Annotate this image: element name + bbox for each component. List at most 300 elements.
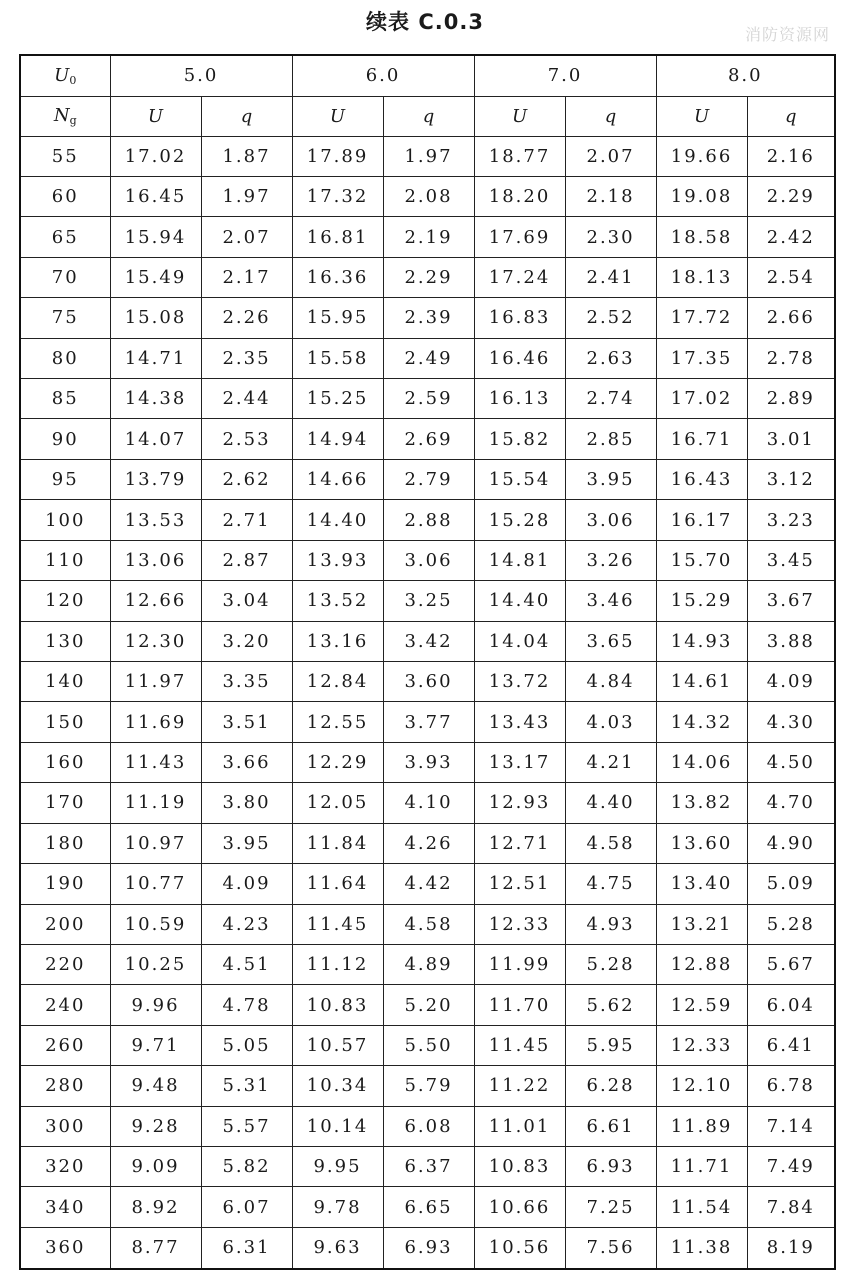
data-table <box>19 54 836 1270</box>
q-value-cell: 3.20 <box>201 621 292 661</box>
q-value-cell: 2.71 <box>201 500 292 540</box>
q-value-cell: 2.44 <box>201 379 292 419</box>
q-value-cell: 2.69 <box>383 419 474 459</box>
q-value-cell: 3.12 <box>747 459 835 499</box>
table-row <box>20 298 835 338</box>
u-value-cell: 12.29 <box>292 742 383 782</box>
ng-cell: 75 <box>20 298 110 338</box>
u-value-cell: 14.93 <box>656 621 747 661</box>
u-value-cell: 14.38 <box>110 379 201 419</box>
u-value-cell: 11.84 <box>292 823 383 863</box>
q-value-cell: 5.62 <box>565 985 656 1025</box>
q-value-cell: 6.65 <box>383 1187 474 1227</box>
q-value-cell: 6.78 <box>747 1066 835 1106</box>
ng-cell: 160 <box>20 742 110 782</box>
q-value-cell: 4.10 <box>383 783 474 823</box>
u-value-cell: 10.77 <box>110 864 201 904</box>
ng-cell: 360 <box>20 1227 110 1269</box>
q-value-cell: 4.84 <box>565 661 656 701</box>
ng-cell: 280 <box>20 1066 110 1106</box>
table-row <box>20 581 835 621</box>
q-value-cell: 5.20 <box>383 985 474 1025</box>
q-value-cell: 4.09 <box>201 864 292 904</box>
u-value-cell: 11.54 <box>656 1187 747 1227</box>
q-value-cell: 3.26 <box>565 540 656 580</box>
q-value-cell: 7.25 <box>565 1187 656 1227</box>
u-value-cell: 16.83 <box>474 298 565 338</box>
q-value-cell: 4.42 <box>383 864 474 904</box>
ng-cell: 95 <box>20 459 110 499</box>
u-value-cell: 14.04 <box>474 621 565 661</box>
ng-cell: 200 <box>20 904 110 944</box>
q-value-cell: 3.67 <box>747 581 835 621</box>
q-value-cell: 4.03 <box>565 702 656 742</box>
u-value-cell: 10.83 <box>474 1147 565 1187</box>
u-value-cell: 11.22 <box>474 1066 565 1106</box>
q-value-cell: 6.28 <box>565 1066 656 1106</box>
q-value-cell: 5.82 <box>201 1147 292 1187</box>
u0-header-cell <box>20 55 110 96</box>
q-value-cell: 2.89 <box>747 379 835 419</box>
q-value-cell: 3.93 <box>383 742 474 782</box>
u-value-cell: 9.71 <box>110 1025 201 1065</box>
q-value-cell: 5.05 <box>201 1025 292 1065</box>
ng-cell: 70 <box>20 257 110 297</box>
q-value-cell: 3.06 <box>565 500 656 540</box>
q-value-cell: 3.42 <box>383 621 474 661</box>
q-value-cell: 1.97 <box>383 136 474 176</box>
q-value-cell: 2.63 <box>565 338 656 378</box>
q-value-cell: 5.57 <box>201 1106 292 1146</box>
u-value-cell: 14.81 <box>474 540 565 580</box>
u-value-cell: 12.33 <box>474 904 565 944</box>
table-row <box>20 419 835 459</box>
u0-value-header: 5.0 <box>110 55 292 96</box>
q-value-cell: 2.41 <box>565 257 656 297</box>
u-value-cell: 12.33 <box>656 1025 747 1065</box>
u-value-cell: 11.89 <box>656 1106 747 1146</box>
ng-header-cell <box>20 96 110 136</box>
u-value-cell: 9.78 <box>292 1187 383 1227</box>
u-value-cell: 12.51 <box>474 864 565 904</box>
u-value-cell: 18.58 <box>656 217 747 257</box>
u-value-cell: 15.82 <box>474 419 565 459</box>
u-value-cell: 11.19 <box>110 783 201 823</box>
q-value-cell: 3.45 <box>747 540 835 580</box>
u-value-cell: 15.94 <box>110 217 201 257</box>
table-row <box>20 338 835 378</box>
u-value-cell: 16.36 <box>292 257 383 297</box>
u-value-cell: 11.45 <box>474 1025 565 1065</box>
u-value-cell: 10.34 <box>292 1066 383 1106</box>
q-value-cell: 2.54 <box>747 257 835 297</box>
q-value-cell: 3.06 <box>383 540 474 580</box>
ng-cell: 60 <box>20 176 110 216</box>
q-value-cell: 2.16 <box>747 136 835 176</box>
u-value-cell: 11.69 <box>110 702 201 742</box>
table-row <box>20 176 835 216</box>
u-value-cell: 10.97 <box>110 823 201 863</box>
q-value-cell: 6.93 <box>565 1147 656 1187</box>
q-value-cell: 3.23 <box>747 500 835 540</box>
u-value-cell: 14.32 <box>656 702 747 742</box>
q-value-cell: 3.04 <box>201 581 292 621</box>
watermark: 消防资源网 <box>744 25 830 44</box>
q-value-cell: 8.19 <box>747 1227 835 1269</box>
u-value-cell: 13.53 <box>110 500 201 540</box>
u-value-cell: 11.12 <box>292 944 383 984</box>
u-value-cell: 13.60 <box>656 823 747 863</box>
table-row <box>20 1187 835 1227</box>
table-row <box>20 1147 835 1187</box>
u-value-cell: 18.77 <box>474 136 565 176</box>
q-value-cell: 2.26 <box>201 298 292 338</box>
q-value-cell: 4.30 <box>747 702 835 742</box>
header-row-columns <box>20 96 835 136</box>
u-value-cell: 11.70 <box>474 985 565 1025</box>
q-value-cell: 4.50 <box>747 742 835 782</box>
table-row <box>20 1025 835 1065</box>
table-row <box>20 823 835 863</box>
q-value-cell: 4.40 <box>565 783 656 823</box>
table-row <box>20 136 835 176</box>
u-value-cell: 15.49 <box>110 257 201 297</box>
column-header-u: U <box>656 96 747 136</box>
ng-cell: 220 <box>20 944 110 984</box>
u-value-cell: 14.06 <box>656 742 747 782</box>
table-row <box>20 944 835 984</box>
q-value-cell: 2.42 <box>747 217 835 257</box>
u-value-cell: 13.40 <box>656 864 747 904</box>
u-value-cell: 9.96 <box>110 985 201 1025</box>
q-value-cell: 7.56 <box>565 1227 656 1269</box>
column-header-u: U <box>292 96 383 136</box>
ng-cell: 300 <box>20 1106 110 1146</box>
u-value-cell: 12.05 <box>292 783 383 823</box>
q-value-cell: 3.95 <box>565 459 656 499</box>
u-value-cell: 8.77 <box>110 1227 201 1269</box>
q-value-cell: 3.25 <box>383 581 474 621</box>
ng-cell: 140 <box>20 661 110 701</box>
q-value-cell: 4.93 <box>565 904 656 944</box>
q-value-cell: 5.50 <box>383 1025 474 1065</box>
table-row <box>20 621 835 661</box>
table-row <box>20 459 835 499</box>
q-value-cell: 3.65 <box>565 621 656 661</box>
u-value-cell: 12.93 <box>474 783 565 823</box>
u-value-cell: 9.28 <box>110 1106 201 1146</box>
ng-cell: 90 <box>20 419 110 459</box>
q-value-cell: 2.52 <box>565 298 656 338</box>
u-value-cell: 14.61 <box>656 661 747 701</box>
q-value-cell: 2.18 <box>565 176 656 216</box>
u-value-cell: 13.79 <box>110 459 201 499</box>
u-value-cell: 16.17 <box>656 500 747 540</box>
ng-cell: 180 <box>20 823 110 863</box>
u-value-cell: 11.01 <box>474 1106 565 1146</box>
ng-cell: 110 <box>20 540 110 580</box>
u-value-cell: 11.64 <box>292 864 383 904</box>
u-value-cell: 10.56 <box>474 1227 565 1269</box>
q-value-cell: 7.49 <box>747 1147 835 1187</box>
q-value-cell: 2.88 <box>383 500 474 540</box>
q-value-cell: 2.85 <box>565 419 656 459</box>
column-header-q: q <box>383 96 474 136</box>
u-value-cell: 17.32 <box>292 176 383 216</box>
u-value-cell: 11.45 <box>292 904 383 944</box>
u-value-cell: 15.29 <box>656 581 747 621</box>
u-value-cell: 12.71 <box>474 823 565 863</box>
table-body <box>20 136 835 1269</box>
q-value-cell: 4.58 <box>565 823 656 863</box>
ng-cell: 130 <box>20 621 110 661</box>
column-header-q: q <box>201 96 292 136</box>
u-value-cell: 17.02 <box>110 136 201 176</box>
u-value-cell: 10.83 <box>292 985 383 1025</box>
q-value-cell: 3.01 <box>747 419 835 459</box>
table-row <box>20 904 835 944</box>
q-value-cell: 3.80 <box>201 783 292 823</box>
u-value-cell: 17.35 <box>656 338 747 378</box>
q-value-cell: 2.49 <box>383 338 474 378</box>
u-value-cell: 15.25 <box>292 379 383 419</box>
column-header-q: q <box>565 96 656 136</box>
q-value-cell: 2.79 <box>383 459 474 499</box>
u-value-cell: 10.14 <box>292 1106 383 1146</box>
table-row <box>20 985 835 1025</box>
u-value-cell: 13.93 <box>292 540 383 580</box>
table-row <box>20 257 835 297</box>
u-value-cell: 14.71 <box>110 338 201 378</box>
u-value-cell: 17.69 <box>474 217 565 257</box>
q-value-cell: 6.41 <box>747 1025 835 1065</box>
ng-cell: 340 <box>20 1187 110 1227</box>
table-row <box>20 540 835 580</box>
q-value-cell: 3.95 <box>201 823 292 863</box>
u-value-cell: 9.95 <box>292 1147 383 1187</box>
table-row <box>20 742 835 782</box>
u-value-cell: 17.72 <box>656 298 747 338</box>
q-value-cell: 2.19 <box>383 217 474 257</box>
ng-cell: 240 <box>20 985 110 1025</box>
table-row <box>20 783 835 823</box>
ng-cell: 55 <box>20 136 110 176</box>
u-value-cell: 13.52 <box>292 581 383 621</box>
q-value-cell: 5.79 <box>383 1066 474 1106</box>
ng-subscript: g <box>69 114 77 127</box>
q-value-cell: 2.66 <box>747 298 835 338</box>
u-value-cell: 10.59 <box>110 904 201 944</box>
u-value-cell: 18.20 <box>474 176 565 216</box>
u-value-cell: 10.66 <box>474 1187 565 1227</box>
u-value-cell: 15.58 <box>292 338 383 378</box>
q-value-cell: 6.93 <box>383 1227 474 1269</box>
u-value-cell: 19.08 <box>656 176 747 216</box>
ng-cell: 65 <box>20 217 110 257</box>
q-value-cell: 1.87 <box>201 136 292 176</box>
ng-symbol: N <box>53 105 70 126</box>
q-value-cell: 7.84 <box>747 1187 835 1227</box>
q-value-cell: 3.66 <box>201 742 292 782</box>
u-value-cell: 17.24 <box>474 257 565 297</box>
q-value-cell: 2.07 <box>565 136 656 176</box>
u-value-cell: 13.82 <box>656 783 747 823</box>
u-value-cell: 11.97 <box>110 661 201 701</box>
q-value-cell: 7.14 <box>747 1106 835 1146</box>
u-value-cell: 15.54 <box>474 459 565 499</box>
table-title: 续表 C.0.3 <box>366 10 484 34</box>
u0-symbol: U <box>54 64 70 86</box>
table-row <box>20 500 835 540</box>
u-value-cell: 16.81 <box>292 217 383 257</box>
q-value-cell: 2.29 <box>747 176 835 216</box>
u-value-cell: 16.43 <box>656 459 747 499</box>
q-value-cell: 4.09 <box>747 661 835 701</box>
q-value-cell: 5.28 <box>565 944 656 984</box>
u-value-cell: 13.17 <box>474 742 565 782</box>
q-value-cell: 2.39 <box>383 298 474 338</box>
table-row <box>20 1227 835 1269</box>
table-row <box>20 1106 835 1146</box>
q-value-cell: 6.08 <box>383 1106 474 1146</box>
u0-value-header: 8.0 <box>656 55 835 96</box>
u-value-cell: 10.57 <box>292 1025 383 1065</box>
u-value-cell: 14.07 <box>110 419 201 459</box>
q-value-cell: 4.51 <box>201 944 292 984</box>
u-value-cell: 19.66 <box>656 136 747 176</box>
u-value-cell: 11.43 <box>110 742 201 782</box>
q-value-cell: 6.31 <box>201 1227 292 1269</box>
q-value-cell: 2.62 <box>201 459 292 499</box>
q-value-cell: 1.97 <box>201 176 292 216</box>
ng-cell: 100 <box>20 500 110 540</box>
u-value-cell: 14.66 <box>292 459 383 499</box>
q-value-cell: 4.26 <box>383 823 474 863</box>
q-value-cell: 2.07 <box>201 217 292 257</box>
ng-cell: 80 <box>20 338 110 378</box>
u0-value-header: 7.0 <box>474 55 656 96</box>
q-value-cell: 4.89 <box>383 944 474 984</box>
q-value-cell: 2.08 <box>383 176 474 216</box>
u-value-cell: 10.25 <box>110 944 201 984</box>
q-value-cell: 6.37 <box>383 1147 474 1187</box>
u-value-cell: 18.13 <box>656 257 747 297</box>
q-value-cell: 5.31 <box>201 1066 292 1106</box>
u-value-cell: 15.08 <box>110 298 201 338</box>
q-value-cell: 2.17 <box>201 257 292 297</box>
u0-subscript: 0 <box>69 73 77 87</box>
q-value-cell: 4.75 <box>565 864 656 904</box>
q-value-cell: 2.30 <box>565 217 656 257</box>
u-value-cell: 14.40 <box>292 500 383 540</box>
u-value-cell: 9.09 <box>110 1147 201 1187</box>
u-value-cell: 11.71 <box>656 1147 747 1187</box>
q-value-cell: 2.35 <box>201 338 292 378</box>
u-value-cell: 9.63 <box>292 1227 383 1269</box>
u-value-cell: 12.10 <box>656 1066 747 1106</box>
column-header-u: U <box>110 96 201 136</box>
q-value-cell: 2.29 <box>383 257 474 297</box>
column-header-q: q <box>747 96 835 136</box>
q-value-cell: 5.28 <box>747 904 835 944</box>
u-value-cell: 15.95 <box>292 298 383 338</box>
q-value-cell: 3.46 <box>565 581 656 621</box>
header-row-u0 <box>20 55 835 96</box>
u-value-cell: 11.38 <box>656 1227 747 1269</box>
u-value-cell: 12.59 <box>656 985 747 1025</box>
q-value-cell: 2.78 <box>747 338 835 378</box>
u-value-cell: 12.55 <box>292 702 383 742</box>
table-row <box>20 379 835 419</box>
u-value-cell: 13.72 <box>474 661 565 701</box>
q-value-cell: 3.77 <box>383 702 474 742</box>
q-value-cell: 2.74 <box>565 379 656 419</box>
ng-cell: 320 <box>20 1147 110 1187</box>
u-value-cell: 15.28 <box>474 500 565 540</box>
q-value-cell: 5.95 <box>565 1025 656 1065</box>
q-value-cell: 2.53 <box>201 419 292 459</box>
q-value-cell: 4.78 <box>201 985 292 1025</box>
q-value-cell: 4.70 <box>747 783 835 823</box>
u-value-cell: 16.71 <box>656 419 747 459</box>
ng-cell: 170 <box>20 783 110 823</box>
u-value-cell: 17.02 <box>656 379 747 419</box>
table-row <box>20 1066 835 1106</box>
u-value-cell: 12.84 <box>292 661 383 701</box>
u-value-cell: 14.94 <box>292 419 383 459</box>
u-value-cell: 16.13 <box>474 379 565 419</box>
column-header-u: U <box>474 96 565 136</box>
u-value-cell: 16.45 <box>110 176 201 216</box>
u-value-cell: 17.89 <box>292 136 383 176</box>
q-value-cell: 4.21 <box>565 742 656 782</box>
ng-cell: 150 <box>20 702 110 742</box>
table-row <box>20 702 835 742</box>
table-row <box>20 217 835 257</box>
u-value-cell: 15.70 <box>656 540 747 580</box>
q-value-cell: 4.90 <box>747 823 835 863</box>
u-value-cell: 11.99 <box>474 944 565 984</box>
u-value-cell: 13.21 <box>656 904 747 944</box>
q-value-cell: 2.87 <box>201 540 292 580</box>
ng-cell: 120 <box>20 581 110 621</box>
q-value-cell: 6.61 <box>565 1106 656 1146</box>
ng-cell: 85 <box>20 379 110 419</box>
q-value-cell: 3.35 <box>201 661 292 701</box>
u-value-cell: 8.92 <box>110 1187 201 1227</box>
u-value-cell: 12.66 <box>110 581 201 621</box>
ng-cell: 260 <box>20 1025 110 1065</box>
u-value-cell: 13.06 <box>110 540 201 580</box>
u-value-cell: 13.43 <box>474 702 565 742</box>
u-value-cell: 14.40 <box>474 581 565 621</box>
ng-cell: 190 <box>20 864 110 904</box>
q-value-cell: 5.67 <box>747 944 835 984</box>
q-value-cell: 3.51 <box>201 702 292 742</box>
q-value-cell: 6.07 <box>201 1187 292 1227</box>
q-value-cell: 6.04 <box>747 985 835 1025</box>
q-value-cell: 3.60 <box>383 661 474 701</box>
q-value-cell: 3.88 <box>747 621 835 661</box>
table-row <box>20 864 835 904</box>
u-value-cell: 12.88 <box>656 944 747 984</box>
q-value-cell: 4.58 <box>383 904 474 944</box>
u-value-cell: 9.48 <box>110 1066 201 1106</box>
u-value-cell: 16.46 <box>474 338 565 378</box>
q-value-cell: 4.23 <box>201 904 292 944</box>
u-value-cell: 12.30 <box>110 621 201 661</box>
q-value-cell: 5.09 <box>747 864 835 904</box>
